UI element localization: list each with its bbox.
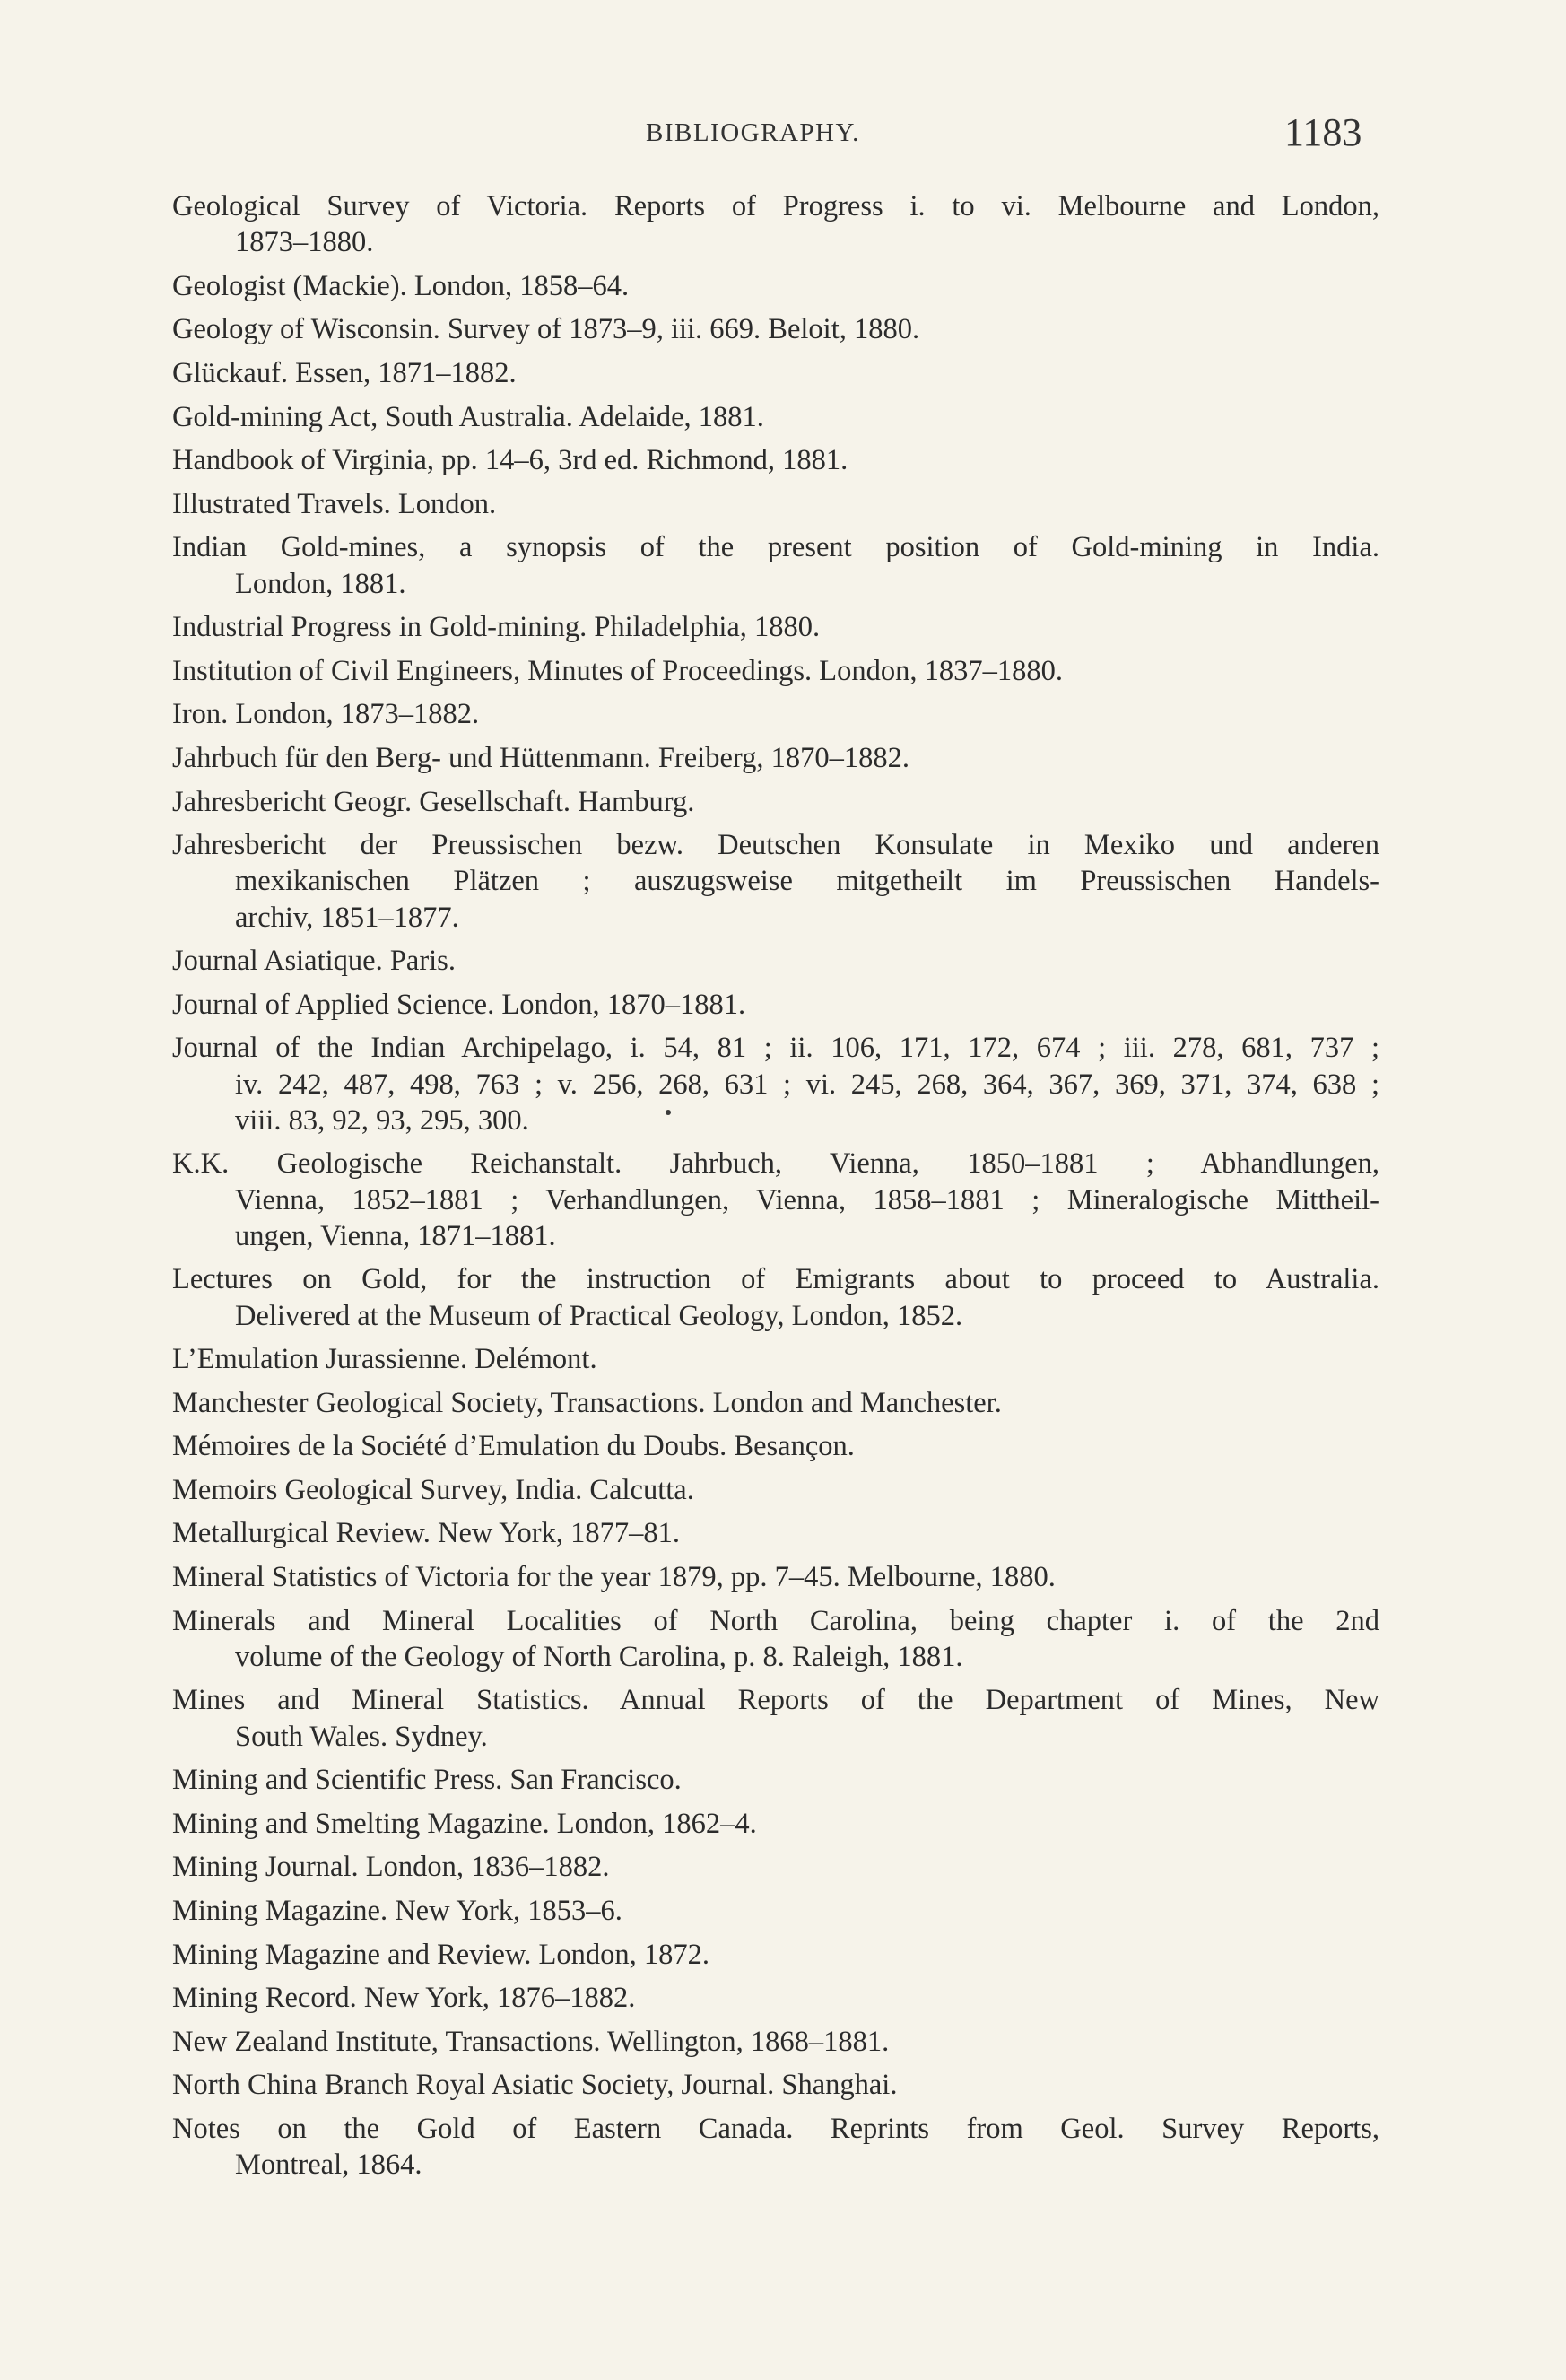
running-head — [0, 110, 1566, 160]
bibliography-entry — [172, 529, 1383, 601]
bibliography-entry — [172, 609, 1383, 645]
entry-title-line: Jahresbericht Geogr. Gesellschaft. Hamburg. — [172, 785, 695, 818]
entry-continuation-line: Vienna, 1852–1881 ; Verhandlungen, Vienna, 1858–1881 ; Mineralogische Mittheil- — [235, 1183, 1379, 1216]
bibliography-entry — [172, 1849, 1383, 1885]
bibliography-entry — [172, 311, 1383, 347]
bibliography-entry — [172, 1472, 1383, 1508]
entry-title-line: Glückauf. Essen, 1871–1882. — [172, 356, 517, 389]
entry-continuation-line: volume of the Geology of North Carolina, p. 8. Raleigh, 1881. — [235, 1640, 963, 1673]
bibliography-entry — [172, 2067, 1383, 2103]
entry-title-line: Handbook of Virginia, pp. 14–6, 3rd ed. Richmond, 1881. — [172, 444, 848, 477]
entry-continuation-line: Delivered at the Museum of Practical Geology, London, 1852. — [235, 1299, 963, 1332]
entry-title-line: Institution of Civil Engineers, Minutes of Proceedings. London, 1837–1880. — [172, 654, 1063, 687]
bibliography-entry — [172, 943, 1383, 979]
bibliography-entry — [172, 1980, 1383, 2016]
entry-continuation-line: ungen, Vienna, 1871–1881. — [235, 1219, 556, 1252]
entry-continuation-line: archiv, 1851–1877. — [235, 901, 459, 934]
bibliography-entry — [172, 784, 1383, 820]
bibliography-entry — [172, 1762, 1383, 1798]
entry-title-line: Mémoires de la Société d’Emulation du Doubs. Besançon. — [172, 1430, 855, 1463]
entry-continuation-line: 1873–1880. — [235, 226, 374, 259]
page-number: 1183 — [1284, 110, 1362, 154]
bibliography-entry — [172, 1893, 1383, 1929]
bibliography-entry — [172, 1261, 1383, 1333]
entry-title-line: Illustrated Travels. London. — [172, 487, 497, 520]
bibliography-entry — [172, 987, 1383, 1023]
entry-continuation-line: mexikanischen Plätzen ; auszugsweise mitgetheilt im Preussischen Handels- — [235, 865, 1379, 898]
bibliography-entry — [172, 1806, 1383, 1842]
bibliography-entry — [172, 399, 1383, 435]
bibliography-entry — [172, 188, 1383, 260]
entry-title-line: Metallurgical Review. New York, 1877–81. — [172, 1517, 680, 1550]
entry-title-line: Mining Magazine. New York, 1853–6. — [172, 1895, 622, 1928]
bibliography-entry — [172, 1385, 1383, 1421]
entry-title-line: Mining Magazine and Review. London, 1872. — [172, 1938, 710, 1971]
entry-continuation-line: iv. 242, 487, 498, 763 ; v. 256, 268, 631 ; vi. 245, 268, 364, 367, 369, 371, 374, 638 ; — [235, 1068, 1379, 1101]
bibliography-entry — [172, 1428, 1383, 1464]
entry-continuation-line: London, 1881. — [235, 567, 406, 600]
entry-title-line: Journal of the Indian Archipelago, i. 54, 81 ; ii. 106, 171, 172, 674 ; iii. 278, 681, 737 ; — [172, 1032, 1379, 1065]
bibliography-entry — [172, 1603, 1383, 1675]
print-speck — [666, 1110, 671, 1115]
bibliography-entry — [172, 1030, 1383, 1138]
entry-title-line: Geological Survey of Victoria. Reports of Progress i. to vi. Melbourne and London, — [172, 190, 1379, 222]
entry-title-line: Jahresbericht der Preussischen bezw. Deutschen Konsulate in Mexiko und anderen — [172, 829, 1379, 862]
entry-title-line: Jahrbuch für den Berg- und Hüttenmann. Freiberg, 1870–1882. — [172, 741, 909, 774]
entry-title-line: Memoirs Geological Survey, India. Calcutta. — [172, 1473, 694, 1506]
bibliography-entry — [172, 740, 1383, 776]
entry-title-line: Industrial Progress in Gold-mining. Philadelphia, 1880. — [172, 611, 821, 644]
entry-title-line: Mining and Scientific Press. San Francisco. — [172, 1764, 682, 1797]
entry-title-line: Notes on the Gold of Eastern Canada. Reprints from Geol. Survey Reports, — [172, 2113, 1379, 2146]
entry-title-line: North China Branch Royal Asiatic Society, Journal. Shanghai. — [172, 2069, 898, 2102]
bibliography-entry — [172, 1515, 1383, 1551]
entry-title-line: Iron. London, 1873–1882. — [172, 698, 480, 731]
entry-continuation-line: viii. 83, 92, 93, 295, 300. — [235, 1103, 529, 1137]
bibliography-entry — [172, 653, 1383, 689]
entry-title-line: New Zealand Institute, Transactions. Wellington, 1868–1881. — [172, 2025, 890, 2058]
entry-continuation-line: Montreal, 1864. — [235, 2149, 422, 2182]
bibliography-entry — [172, 1559, 1383, 1595]
entry-title-line: Minerals and Mineral Localities of North Carolina, being chapter i. of the 2nd — [172, 1604, 1379, 1637]
entry-title-line: Gold-mining Act, South Australia. Adelaide, 1881. — [172, 400, 764, 433]
entry-continuation-line: South Wales. Sydney. — [235, 1720, 488, 1753]
entry-title-line: Mineral Statistics of Victoria for the year 1879, pp. 7–45. Melbourne, 1880. — [172, 1561, 1056, 1594]
entry-title-line: L’Emulation Jurassienne. Delémont. — [172, 1343, 597, 1376]
entry-title-line: Geology of Wisconsin. Survey of 1873–9, iii. 669. Beloit, 1880. — [172, 313, 920, 346]
bibliography-entry — [172, 486, 1383, 522]
entry-title-line: Mining Record. New York, 1876–1882. — [172, 1982, 636, 2015]
entry-title-line: Mining Journal. London, 1836–1882. — [172, 1851, 610, 1884]
bibliography-entry — [172, 442, 1383, 478]
entry-title-line: Manchester Geological Society, Transactions. London and Manchester. — [172, 1386, 1002, 1419]
entry-title-line: Mines and Mineral Statistics. Annual Reports of the Department of Mines, New — [172, 1684, 1379, 1717]
bibliography-entry — [172, 1937, 1383, 1973]
bibliography-list — [0, 188, 1566, 2191]
entry-title-line: Indian Gold-mines, a synopsis of the present position of Gold-mining in India. — [172, 531, 1379, 564]
entry-title-line: Journal Asiatique. Paris. — [172, 945, 456, 978]
bibliography-entry — [172, 1682, 1383, 1754]
bibliography-entry — [172, 2024, 1383, 2060]
entry-title-line: Journal of Applied Science. London, 1870–1881. — [172, 988, 746, 1021]
bibliography-entry — [172, 696, 1383, 732]
bibliography-entry — [172, 827, 1383, 936]
bibliography-entry — [172, 355, 1383, 391]
bibliography-entry — [172, 2111, 1383, 2183]
running-title: BIBLIOGRAPHY. — [646, 118, 860, 147]
entry-title-line: Mining and Smelting Magazine. London, 1862–4. — [172, 1807, 757, 1840]
entry-title-line: K.K. Geologische Reichanstalt. Jahrbuch, Vienna, 1850–1881 ; Abhandlungen, — [172, 1147, 1379, 1181]
entry-title-line: Lectures on Gold, for the instruction of Emigrants about to proceed to Australia. — [172, 1263, 1379, 1296]
bibliography-entry — [172, 1341, 1383, 1377]
bibliography-entry — [172, 1146, 1383, 1254]
entry-title-line: Geologist (Mackie). London, 1858–64. — [172, 269, 630, 302]
bibliography-entry — [172, 268, 1383, 304]
